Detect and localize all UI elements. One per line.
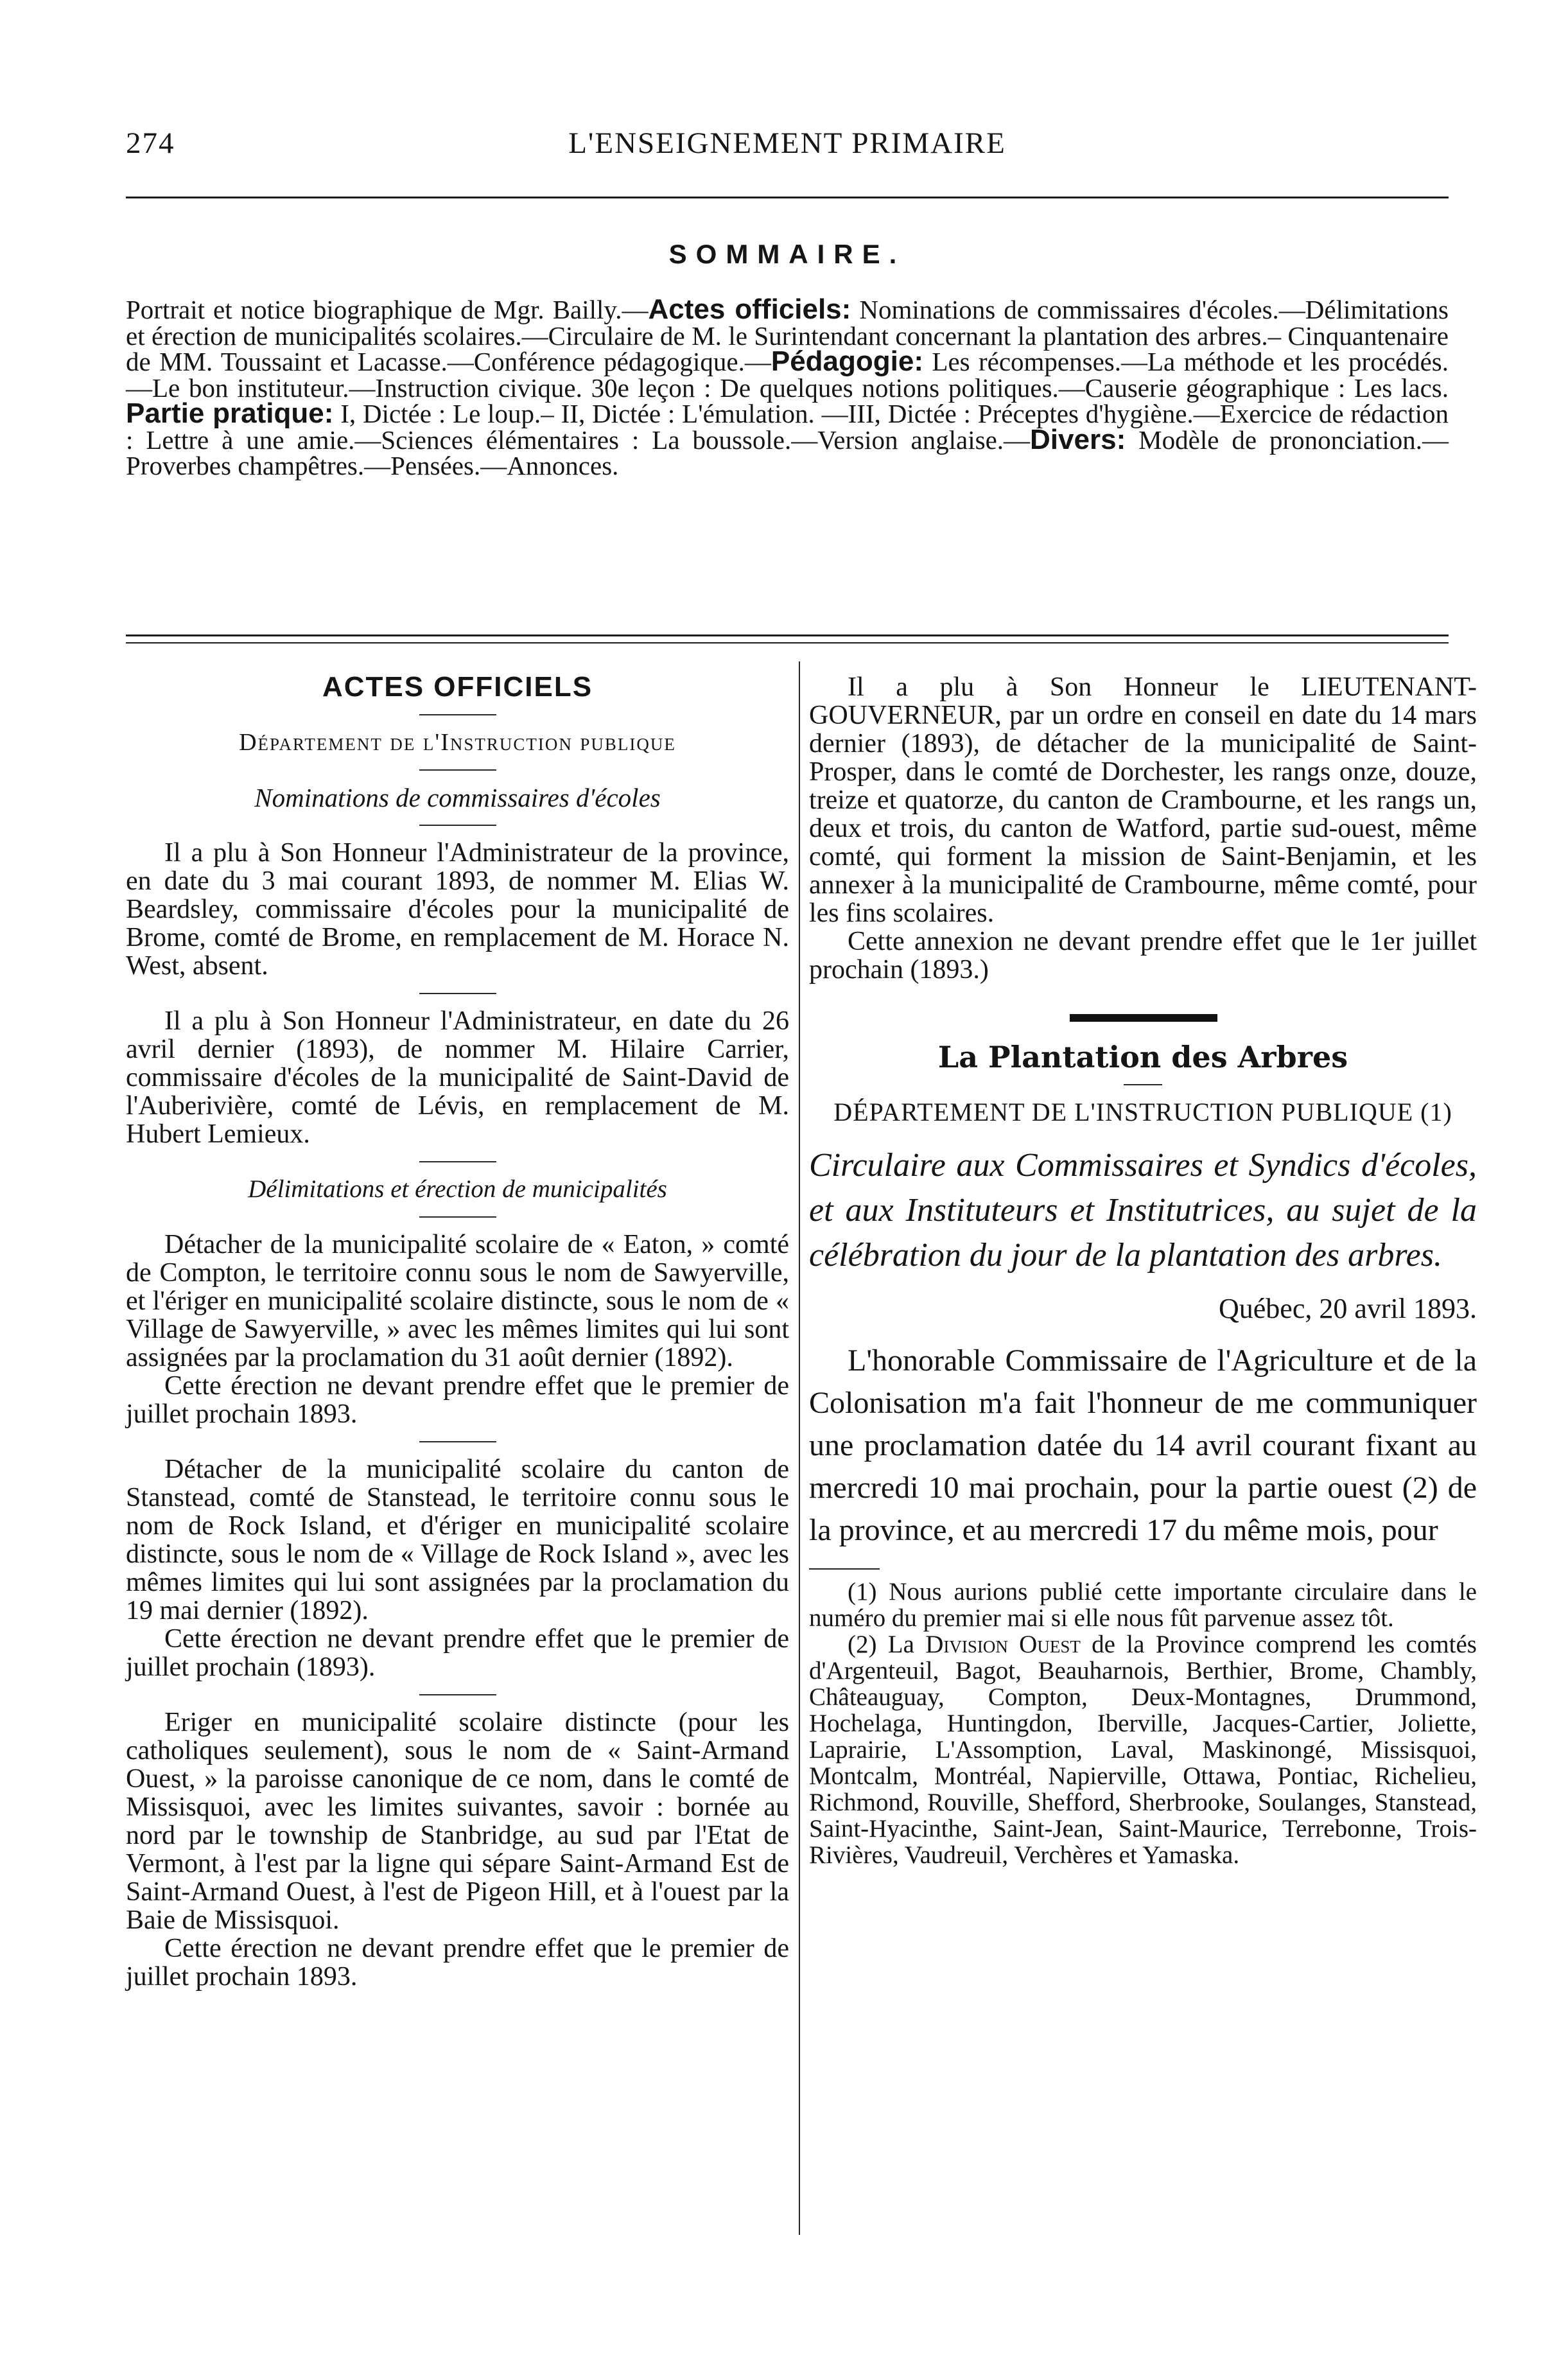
separator (419, 1694, 496, 1695)
paragraph: Détacher de la municipalité scolaire de « Eaton, » comté de Compton, le territoire connu sous le nom de Sawyerville, et l'ériger en municipalité scolaire distincte, sous le nom de « Village de Sawyerville, » avec les mêmes limites qui lui sont assignées par la proclamation du 31 août dernier (1892). (126, 1230, 789, 1372)
paragraph: Détacher de la municipalité scolaire du canton de Stanstead, comté de Stanstead, le territoire connu sous le nom de Rock Island, et d'ériger en municipalité scolaire distincte, sous le nom de « Village de Rock Island », avec les mêmes limites qui lui sont assignées par la proclamation du 19 mai dernier (1892). (126, 1455, 789, 1625)
separator (419, 1216, 496, 1218)
sommaire-head-actes: Actes officiels: (648, 293, 851, 325)
sommaire-head-divers: Divers: (1030, 423, 1126, 455)
separator (419, 769, 496, 771)
left-column (126, 673, 789, 1991)
separator (419, 714, 496, 715)
paragraph: Il a plu à Son Honneur l'Administrateur de la province, en date du 3 mai courant 1893, de nommer M. Elias W. Beardsley, commissaire d'écoles pour la municipalité de Brome, comté de Brome, en remplacement de M. Horace N. West, absent. (126, 838, 789, 981)
ornament-divider: ▬▬▬▬▬▬ (1070, 999, 1216, 1028)
footnote-2-division: Division Ouest (925, 1631, 1081, 1658)
footnote-2-prefix: (2) La (848, 1631, 926, 1658)
separator (419, 993, 496, 994)
paragraph: Il a plu à Son Honneur le LIEUTENANT-GOUVERNEUR, par un ordre en conseil en date du 14 mars dernier (1893), de détacher de la municipalité de Saint-Prosper, dans le comté de Dorchester, les rangs onze, douze, treize et quatorze, du canton de Crambourne, et les rangs un, deux et trois, du canton de Watford, partie sud-ouest, même comté, qui forment la mission de Saint-Benjamin, et les annexer à la municipalité de Crambourne, même comté, pour les fins scolaires. (809, 672, 1477, 928)
paragraph: Cette érection ne devant prendre effet que le premier de juillet prochain 1893. (126, 1934, 789, 1992)
circular-title: Circulaire aux Commissaires et Syndics d'écoles, et aux Instituteurs et Institutrices, au sujet de la célébration du jour de la plantation des arbres. (809, 1147, 1477, 1274)
paragraph: Cette annexion ne devant prendre effet que le 1er juillet prochain (1893.) (809, 927, 1477, 985)
sommaire-head-pedagogie: Pédagogie: (771, 346, 924, 377)
plantation-title: La Plantation des Arbres (937, 1040, 1348, 1074)
delimitations-heading: Délimitations et érection de municipalités (248, 1175, 667, 1203)
column-divider (799, 661, 800, 2235)
page-number: 274 (126, 127, 175, 160)
separator (419, 825, 496, 826)
journal-title: L'ENSEIGNEMENT PRIMAIRE (568, 127, 1006, 160)
sommaire-intro: Portrait et notice biographique de Mgr. Bailly.— (126, 295, 649, 324)
separator (419, 1441, 496, 1442)
sommaire-text-pratique: I, Dictée : Le loup.– II, Dictée : L'émulation. —III, Dictée : Préceptes d'hygiène.—Exercice de rédaction : Lettre à une amie.—Sciences élémentaires : La boussole.—Version anglaise.— (126, 399, 1449, 455)
footnote-1: (1) Nous aurions publié cette importante circulaire dans le numéro du premier mai si elle nous fût parvenue assez tôt. (809, 1578, 1477, 1632)
sommaire-text (126, 293, 1449, 480)
footnote-rule (809, 1568, 880, 1570)
paragraph: Cette érection ne devant prendre effet que le premier de juillet prochain (1893). (126, 1624, 789, 1682)
spacer (809, 1126, 1477, 1143)
spacer (809, 1323, 1477, 1340)
paragraph: Eriger en municipalité scolaire distincte (pour les catholiques seulement), sous le nom de « Saint-Armand Ouest, » la paroisse canonique de ce nom, dans le comté de Missisquoi, avec les limites suivantes, savoir : bornée au nord par le township de Stanbridge, au sud par l'Etat de Vermont, à l'est par la ligne qui sépare Saint-Armand Est de Saint-Armand Ouest, à l'est de Pigeon Hill, et à l'ouest par la Baie de Missisquoi. (126, 1708, 789, 1935)
nominations-heading: Nominations de commissaires d'écoles (254, 783, 661, 812)
double-rule-bottom (126, 642, 1449, 643)
sommaire-head-pratique: Partie pratique: (126, 398, 334, 429)
right-column (809, 673, 1477, 1868)
paragraph: Cette érection ne devant prendre effet que le premier de juillet prochain 1893. (126, 1371, 789, 1429)
sommaire-text-actes: Nominations de commissaires d'écoles.—Délimitations et érection de municipalités scolaires.—Circulaire de M. le Surintendant concernant la plantation des arbres.– Cinquantenaire de MM. Toussaint et Lacasse.—Conférence pédagogique.— (126, 295, 1449, 376)
date-line: Québec, 20 avril 1893. (1219, 1293, 1477, 1324)
actes-officiels-title: ACTES OFFICIELS (322, 671, 593, 703)
department-heading: DÉPARTEMENT DE L'INSTRUCTION PUBLIQUE (1) (833, 1098, 1452, 1126)
sommaire-text-pedagogie: Les récompenses.—La méthode et les procédés.—Le bon instituteur.—Instruction civique. 30e leçon : De quelques notions politiques.—Causerie géographique : Les lacs. (126, 347, 1449, 403)
circular-body: L'honorable Commissaire de l'Agriculture et de la Colonisation m'a fait l'honneur de me communiquer une proclamation datée du 14 avril courant fixant au mercredi 10 mai prochain, pour la partie ouest (2) de la province, et au mercredi 17 du même mois, pour (809, 1344, 1477, 1547)
sommaire-text-divers: Modèle de prononciation.—Proverbes champêtres.—Pensées.—Annonces. (126, 425, 1449, 480)
footnote-2 (809, 1631, 1477, 1868)
separator (1124, 1084, 1162, 1085)
paragraph: Il a plu à Son Honneur l'Administrateur, en date du 26 avril dernier (1893), de nommer M. Hilaire Carrier, commissaire d'écoles de la municipalité de Saint-David de l'Auberivière, comté de Lévis, en remplacement de M. Hubert Lemieux. (126, 1006, 789, 1149)
header-rule (126, 197, 1449, 198)
double-rule-top (126, 635, 1449, 636)
footnote-2-text: de la Province comprend les comtés d'Argenteuil, Bagot, Beauharnois, Berthier, Brome, Chambly, Châteauguay, Compton, Deux-Montagnes, Drummond, Hochelaga, Huntingdon, Iberville, Jacques-Cartier, Joliette, Laprairie, L'Assomption, Laval, Maskinongé, Missisquoi, Montcalm, Montréal, Napierville, Ottawa, Pontiac, Richelieu, Richmond, Rouville, Shefford, Sherbrooke, Soulanges, Stanstead, Saint-Hyacinthe, Saint-Jean, Saint-Maurice, Terrebonne, Trois-Rivières, Vaudreuil, Verchères et Yamaska. (809, 1631, 1477, 1869)
sommaire-title: SOMMAIRE. (668, 239, 906, 269)
running-head (126, 126, 1449, 171)
department-heading: Département de l'Instruction publique (239, 729, 676, 756)
separator (419, 1161, 496, 1162)
